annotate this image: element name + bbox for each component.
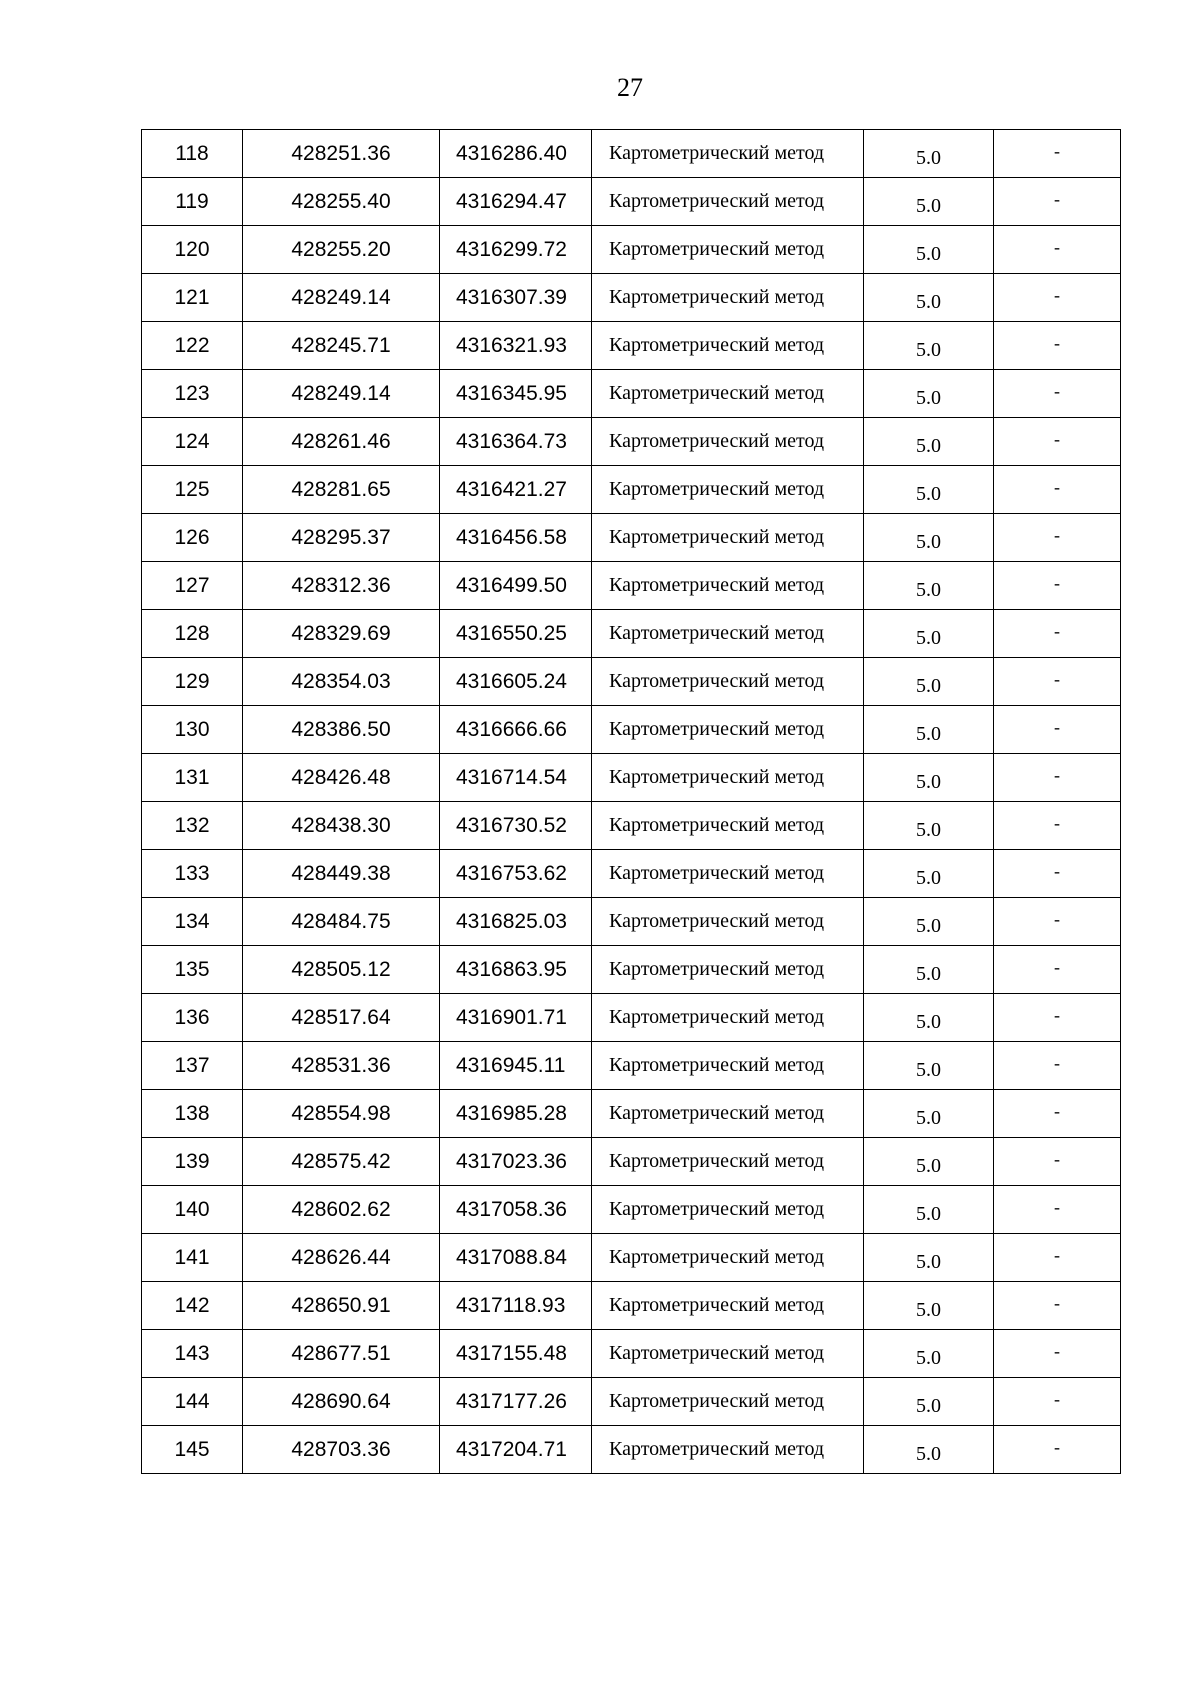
x-coordinate-cell: 428245.71 (243, 322, 440, 370)
y-coordinate-cell: 4317058.36 (440, 1186, 592, 1234)
note-cell: - (994, 706, 1121, 754)
x-coordinate-cell: 428690.64 (243, 1378, 440, 1426)
table-row (142, 1138, 1121, 1186)
method-cell: Картометрический метод (592, 1090, 864, 1138)
x-coordinate-cell: 428650.91 (243, 1282, 440, 1330)
accuracy-cell: 5.0 (864, 610, 994, 658)
point-number-cell: 138 (142, 1090, 243, 1138)
y-coordinate-cell: 4316294.47 (440, 178, 592, 226)
table-row (142, 1282, 1121, 1330)
table-row (142, 274, 1121, 322)
table-row (142, 898, 1121, 946)
accuracy-cell: 5.0 (864, 706, 994, 754)
method-cell: Картометрический метод (592, 1186, 864, 1234)
x-coordinate-cell: 428329.69 (243, 610, 440, 658)
method-cell: Картометрический метод (592, 322, 864, 370)
method-cell: Картометрический метод (592, 706, 864, 754)
y-coordinate-cell: 4316714.54 (440, 754, 592, 802)
point-number-cell: 128 (142, 610, 243, 658)
method-cell: Картометрический метод (592, 802, 864, 850)
method-cell: Картометрический метод (592, 274, 864, 322)
note-cell: - (994, 370, 1121, 418)
accuracy-cell: 5.0 (864, 274, 994, 322)
x-coordinate-cell: 428295.37 (243, 514, 440, 562)
point-number-cell: 131 (142, 754, 243, 802)
x-coordinate-cell: 428677.51 (243, 1330, 440, 1378)
point-number-cell: 123 (142, 370, 243, 418)
y-coordinate-cell: 4317023.36 (440, 1138, 592, 1186)
table-row (142, 754, 1121, 802)
y-coordinate-cell: 4317177.26 (440, 1378, 592, 1426)
table-row (142, 1186, 1121, 1234)
x-coordinate-cell: 428386.50 (243, 706, 440, 754)
note-cell: - (994, 178, 1121, 226)
y-coordinate-cell: 4317118.93 (440, 1282, 592, 1330)
method-cell: Картометрический метод (592, 850, 864, 898)
point-number-cell: 136 (142, 994, 243, 1042)
accuracy-cell: 5.0 (864, 850, 994, 898)
point-number-cell: 140 (142, 1186, 243, 1234)
accuracy-cell: 5.0 (864, 370, 994, 418)
point-number-cell: 120 (142, 226, 243, 274)
method-cell: Картометрический метод (592, 466, 864, 514)
note-cell: - (994, 130, 1121, 178)
table-row (142, 946, 1121, 994)
y-coordinate-cell: 4316456.58 (440, 514, 592, 562)
accuracy-cell: 5.0 (864, 178, 994, 226)
y-coordinate-cell: 4317155.48 (440, 1330, 592, 1378)
accuracy-cell: 5.0 (864, 226, 994, 274)
table-row (142, 706, 1121, 754)
table-row (142, 466, 1121, 514)
accuracy-cell: 5.0 (864, 802, 994, 850)
accuracy-cell: 5.0 (864, 514, 994, 562)
note-cell: - (994, 1138, 1121, 1186)
coordinates-table-body (142, 130, 1121, 1474)
x-coordinate-cell: 428575.42 (243, 1138, 440, 1186)
table-row (142, 610, 1121, 658)
note-cell: - (994, 466, 1121, 514)
note-cell: - (994, 1378, 1121, 1426)
table-row (142, 1042, 1121, 1090)
x-coordinate-cell: 428703.36 (243, 1426, 440, 1474)
accuracy-cell: 5.0 (864, 898, 994, 946)
accuracy-cell: 5.0 (864, 1042, 994, 1090)
note-cell: - (994, 802, 1121, 850)
method-cell: Картометрический метод (592, 1042, 864, 1090)
y-coordinate-cell: 4316550.25 (440, 610, 592, 658)
table-row (142, 370, 1121, 418)
x-coordinate-cell: 428438.30 (243, 802, 440, 850)
method-cell: Картометрический метод (592, 610, 864, 658)
accuracy-cell: 5.0 (864, 754, 994, 802)
note-cell: - (994, 322, 1121, 370)
note-cell: - (994, 610, 1121, 658)
x-coordinate-cell: 428281.65 (243, 466, 440, 514)
y-coordinate-cell: 4316825.03 (440, 898, 592, 946)
method-cell: Картометрический метод (592, 1138, 864, 1186)
table-row (142, 1090, 1121, 1138)
x-coordinate-cell: 428602.62 (243, 1186, 440, 1234)
y-coordinate-cell: 4316321.93 (440, 322, 592, 370)
x-coordinate-cell: 428354.03 (243, 658, 440, 706)
point-number-cell: 132 (142, 802, 243, 850)
x-coordinate-cell: 428505.12 (243, 946, 440, 994)
y-coordinate-cell: 4316499.50 (440, 562, 592, 610)
note-cell: - (994, 562, 1121, 610)
x-coordinate-cell: 428484.75 (243, 898, 440, 946)
point-number-cell: 122 (142, 322, 243, 370)
method-cell: Картометрический метод (592, 994, 864, 1042)
point-number-cell: 133 (142, 850, 243, 898)
point-number-cell: 145 (142, 1426, 243, 1474)
table-row (142, 178, 1121, 226)
method-cell: Картометрический метод (592, 562, 864, 610)
x-coordinate-cell: 428312.36 (243, 562, 440, 610)
y-coordinate-cell: 4316605.24 (440, 658, 592, 706)
method-cell: Картометрический метод (592, 1378, 864, 1426)
y-coordinate-cell: 4316985.28 (440, 1090, 592, 1138)
accuracy-cell: 5.0 (864, 1426, 994, 1474)
note-cell: - (994, 418, 1121, 466)
point-number-cell: 130 (142, 706, 243, 754)
note-cell: - (994, 1330, 1121, 1378)
accuracy-cell: 5.0 (864, 946, 994, 994)
x-coordinate-cell: 428261.46 (243, 418, 440, 466)
accuracy-cell: 5.0 (864, 1138, 994, 1186)
y-coordinate-cell: 4316421.27 (440, 466, 592, 514)
accuracy-cell: 5.0 (864, 562, 994, 610)
table-row (142, 994, 1121, 1042)
table-row (142, 1378, 1121, 1426)
accuracy-cell: 5.0 (864, 1330, 994, 1378)
table-row (142, 1234, 1121, 1282)
note-cell: - (994, 754, 1121, 802)
table-row (142, 562, 1121, 610)
method-cell: Картометрический метод (592, 418, 864, 466)
x-coordinate-cell: 428626.44 (243, 1234, 440, 1282)
y-coordinate-cell: 4316901.71 (440, 994, 592, 1042)
note-cell: - (994, 946, 1121, 994)
point-number-cell: 142 (142, 1282, 243, 1330)
y-coordinate-cell: 4316666.66 (440, 706, 592, 754)
note-cell: - (994, 1234, 1121, 1282)
point-number-cell: 119 (142, 178, 243, 226)
accuracy-cell: 5.0 (864, 1234, 994, 1282)
method-cell: Картометрический метод (592, 658, 864, 706)
note-cell: - (994, 994, 1121, 1042)
point-number-cell: 124 (142, 418, 243, 466)
point-number-cell: 118 (142, 130, 243, 178)
method-cell: Картометрический метод (592, 1426, 864, 1474)
point-number-cell: 141 (142, 1234, 243, 1282)
table-row (142, 1330, 1121, 1378)
point-number-cell: 129 (142, 658, 243, 706)
note-cell: - (994, 1282, 1121, 1330)
method-cell: Картометрический метод (592, 898, 864, 946)
table-row (142, 322, 1121, 370)
x-coordinate-cell: 428251.36 (243, 130, 440, 178)
method-cell: Картометрический метод (592, 946, 864, 994)
x-coordinate-cell: 428517.64 (243, 994, 440, 1042)
accuracy-cell: 5.0 (864, 994, 994, 1042)
note-cell: - (994, 1042, 1121, 1090)
point-number-cell: 121 (142, 274, 243, 322)
method-cell: Картометрический метод (592, 130, 864, 178)
x-coordinate-cell: 428531.36 (243, 1042, 440, 1090)
accuracy-cell: 5.0 (864, 130, 994, 178)
coordinates-table (141, 129, 1121, 1474)
point-number-cell: 125 (142, 466, 243, 514)
accuracy-cell: 5.0 (864, 1378, 994, 1426)
y-coordinate-cell: 4316286.40 (440, 130, 592, 178)
note-cell: - (994, 658, 1121, 706)
point-number-cell: 144 (142, 1378, 243, 1426)
x-coordinate-cell: 428249.14 (243, 370, 440, 418)
x-coordinate-cell: 428249.14 (243, 274, 440, 322)
accuracy-cell: 5.0 (864, 1090, 994, 1138)
note-cell: - (994, 898, 1121, 946)
table-row (142, 130, 1121, 178)
point-number-cell: 127 (142, 562, 243, 610)
y-coordinate-cell: 4316307.39 (440, 274, 592, 322)
y-coordinate-cell: 4316753.62 (440, 850, 592, 898)
x-coordinate-cell: 428255.20 (243, 226, 440, 274)
x-coordinate-cell: 428449.38 (243, 850, 440, 898)
y-coordinate-cell: 4316299.72 (440, 226, 592, 274)
accuracy-cell: 5.0 (864, 1282, 994, 1330)
point-number-cell: 139 (142, 1138, 243, 1186)
x-coordinate-cell: 428554.98 (243, 1090, 440, 1138)
accuracy-cell: 5.0 (864, 658, 994, 706)
accuracy-cell: 5.0 (864, 418, 994, 466)
y-coordinate-cell: 4316345.95 (440, 370, 592, 418)
table-row (142, 658, 1121, 706)
note-cell: - (994, 1090, 1121, 1138)
method-cell: Картометрический метод (592, 370, 864, 418)
point-number-cell: 135 (142, 946, 243, 994)
y-coordinate-cell: 4317204.71 (440, 1426, 592, 1474)
method-cell: Картометрический метод (592, 754, 864, 802)
x-coordinate-cell: 428255.40 (243, 178, 440, 226)
x-coordinate-cell: 428426.48 (243, 754, 440, 802)
point-number-cell: 126 (142, 514, 243, 562)
note-cell: - (994, 274, 1121, 322)
method-cell: Картометрический метод (592, 1234, 864, 1282)
y-coordinate-cell: 4316863.95 (440, 946, 592, 994)
table-row (142, 226, 1121, 274)
note-cell: - (994, 1426, 1121, 1474)
method-cell: Картометрический метод (592, 226, 864, 274)
note-cell: - (994, 514, 1121, 562)
method-cell: Картометрический метод (592, 514, 864, 562)
point-number-cell: 137 (142, 1042, 243, 1090)
method-cell: Картометрический метод (592, 178, 864, 226)
method-cell: Картометрический метод (592, 1330, 864, 1378)
point-number-cell: 134 (142, 898, 243, 946)
table-row (142, 418, 1121, 466)
y-coordinate-cell: 4316730.52 (440, 802, 592, 850)
accuracy-cell: 5.0 (864, 322, 994, 370)
y-coordinate-cell: 4316364.73 (440, 418, 592, 466)
table-row (142, 802, 1121, 850)
accuracy-cell: 5.0 (864, 466, 994, 514)
page-number: 27 (617, 73, 643, 102)
table-row (142, 850, 1121, 898)
y-coordinate-cell: 4317088.84 (440, 1234, 592, 1282)
method-cell: Картометрический метод (592, 1282, 864, 1330)
note-cell: - (994, 850, 1121, 898)
note-cell: - (994, 1186, 1121, 1234)
accuracy-cell: 5.0 (864, 1186, 994, 1234)
table-row (142, 1426, 1121, 1474)
table-row (142, 514, 1121, 562)
y-coordinate-cell: 4316945.11 (440, 1042, 592, 1090)
note-cell: - (994, 226, 1121, 274)
point-number-cell: 143 (142, 1330, 243, 1378)
